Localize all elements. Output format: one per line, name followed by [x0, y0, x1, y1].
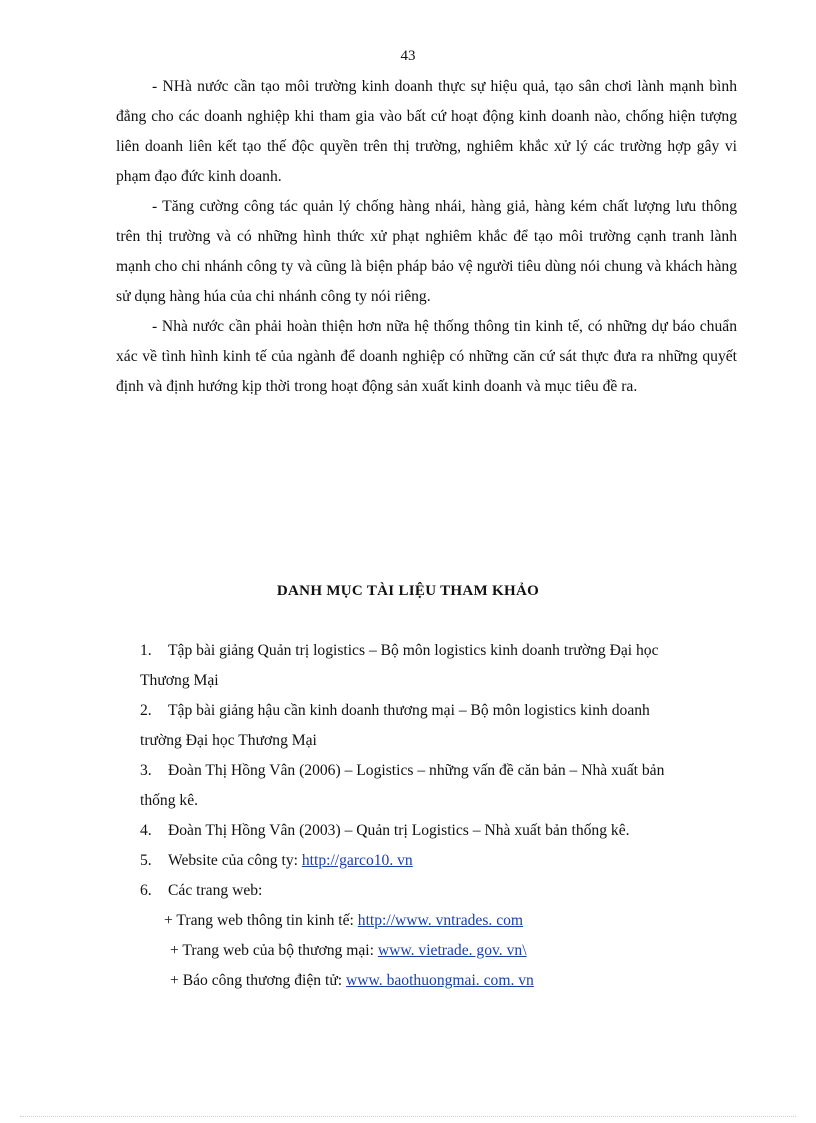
website-item-ministry [140, 936, 737, 966]
baothuongmai-link[interactable]: www. baothuongmai. com. vn [346, 972, 534, 989]
reference-number: 5. [140, 852, 152, 869]
reference-number: 3. [140, 762, 152, 779]
reference-number: 1. [140, 642, 152, 659]
page-number: 43 [400, 48, 416, 64]
vntrades-link[interactable]: http://www. vntrades. com [357, 912, 524, 929]
paragraph-economic-information: - Nhà nước cần phải hoàn thiện hơn nữa hệ thống thông tin kinh tế, có những dự báo chuẩn xác về tình hình kinh tế của ngành để doanh nghiệp có những căn cứ sát thực đưa ra những quyết định và định hướng kịp thời trong hoạt động sản xuất kinh doanh và mục tiêu đề ra. [116, 318, 737, 395]
body-text [116, 72, 737, 402]
paragraph-counterfeit-control: - Tăng cường công tác quản lý chống hàng nhái, hàng giả, hàng kém chất lượng lưu thông trên thị trường và có những hình thức xử phạt nghiêm khắc để tạo môi trường cạnh tranh lành mạnh cho chi nhánh công ty và cũng là biện pháp bảo vệ người tiêu dùng nói chung và khách hàng sử dụng hàng húa của chi nhánh công ty nói riêng. [116, 198, 737, 305]
references-title: DANH MỤC TÀI LIỆU THAM KHẢO [276, 583, 540, 599]
references-list [140, 636, 737, 996]
reference-number: 4. [140, 822, 152, 839]
reference-text: Các trang web: [168, 882, 263, 899]
reference-item-4 [140, 816, 737, 846]
reference-text: Tập bài giảng hậu cần kinh doanh thương mại – Bộ môn logistics kinh doanh [168, 702, 650, 719]
reference-item-1 [140, 636, 737, 696]
reference-number: 6. [140, 882, 152, 899]
website-item-economic-info [140, 906, 737, 936]
reference-text: Tập bài giảng Quản trị logistics – Bộ môn logistics kinh doanh trường Đại học [168, 642, 659, 659]
website-label: + Báo công thương điện tử: [170, 972, 347, 989]
website-label: + Trang web thông tin kinh tế: [164, 912, 358, 929]
reference-text-continued: Thương Mại [140, 672, 219, 689]
reference-item-5 [140, 846, 737, 876]
reference-text: Đoàn Thị Hồng Vân (2003) – Quản trị Logistics – Nhà xuất bản thống kê. [168, 822, 630, 839]
reference-text-continued: thống kê. [140, 792, 199, 809]
reference-text: Website của công ty: [168, 852, 302, 869]
website-label: + Trang web của bộ thương mại: [170, 942, 378, 959]
vietrade-link[interactable]: www. vietrade. gov. vn\ [377, 942, 527, 959]
company-website-link[interactable]: http://garco10. vn [301, 852, 413, 869]
paragraph-state-environment: - NHà nước cần tạo môi trường kinh doanh thực sự hiệu quả, tạo sân chơi lành mạnh bình đẳng cho các doanh nghiệp khi tham gia vào bất cứ hoạt động kinh doanh nào, chống hiện tượng liên doanh liên kết tạo thế độc quyền trên thị trường, nghiêm khắc xử lý các trường hợp gây vi phạm đạo đức kinh doanh. [116, 78, 737, 185]
reference-number: 2. [140, 702, 152, 719]
page-bottom-divider [20, 1116, 796, 1117]
reference-item-2 [140, 696, 737, 756]
reference-text-continued: trường Đại học Thương Mại [140, 732, 317, 749]
website-item-newspaper [140, 966, 737, 996]
reference-item-6 [140, 876, 737, 906]
reference-item-3 [140, 756, 737, 816]
reference-text: Đoàn Thị Hồng Vân (2006) – Logistics – những vấn đề căn bản – Nhà xuất bản [168, 762, 665, 779]
